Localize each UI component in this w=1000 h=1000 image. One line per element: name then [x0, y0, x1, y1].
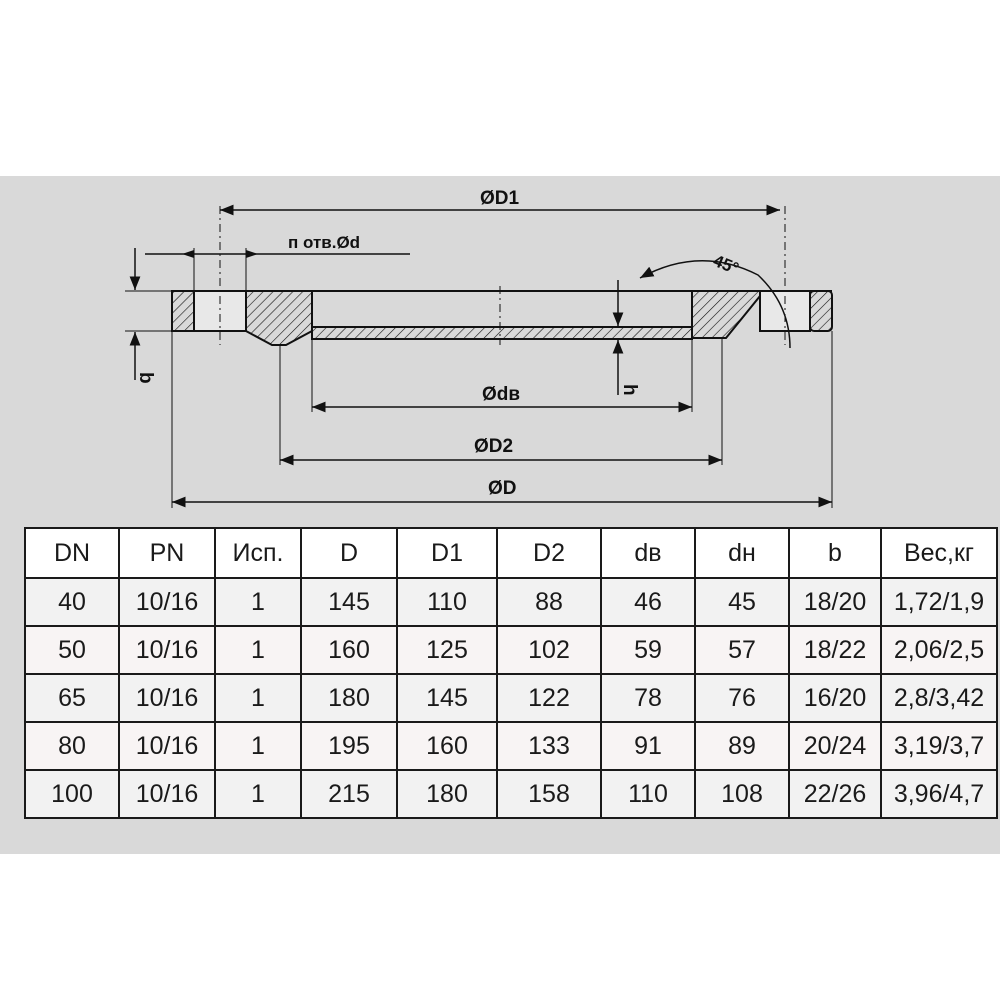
table-cell: 80	[25, 722, 119, 770]
header-d1: D1	[397, 528, 497, 578]
d-label: ØD	[488, 478, 517, 499]
table-cell: 65	[25, 674, 119, 722]
table-cell: 158	[497, 770, 601, 818]
table-cell: 22/26	[789, 770, 881, 818]
table-cell: 160	[301, 626, 397, 674]
header-pn: PN	[119, 528, 215, 578]
spec-table	[24, 527, 998, 819]
holes-label: п отв.Ød	[288, 233, 361, 252]
header-dv: dв	[601, 528, 695, 578]
table-row	[25, 770, 997, 818]
table-cell: 46	[601, 578, 695, 626]
table-cell: 78	[601, 674, 695, 722]
table-cell: 1	[215, 626, 301, 674]
table-cell: 1	[215, 770, 301, 818]
header-d: D	[301, 528, 397, 578]
table-cell: 180	[397, 770, 497, 818]
table-cell: 2,06/2,5	[881, 626, 997, 674]
table-cell: 89	[695, 722, 789, 770]
table-cell: 3,19/3,7	[881, 722, 997, 770]
table-row	[25, 674, 997, 722]
table-cell: 10/16	[119, 578, 215, 626]
table-cell: 215	[301, 770, 397, 818]
table-cell: 20/24	[789, 722, 881, 770]
table-cell: 180	[301, 674, 397, 722]
header-dn: DN	[25, 528, 119, 578]
table-row	[25, 578, 997, 626]
table-cell: 50	[25, 626, 119, 674]
table-cell: 100	[25, 770, 119, 818]
table-row	[25, 722, 997, 770]
header-dn-outer: dн	[695, 528, 789, 578]
table-cell: 2,8/3,42	[881, 674, 997, 722]
table-cell: 108	[695, 770, 789, 818]
header-d2: D2	[497, 528, 601, 578]
table-cell: 1	[215, 578, 301, 626]
b-label: b	[135, 372, 156, 384]
angle-label: 45°	[710, 251, 742, 279]
table-row	[25, 626, 997, 674]
table-cell: 45	[695, 578, 789, 626]
table-cell: 125	[397, 626, 497, 674]
dv-label: Ødв	[482, 384, 521, 405]
table-cell: 133	[497, 722, 601, 770]
table-cell: 40	[25, 578, 119, 626]
header-isp: Исп.	[215, 528, 301, 578]
table-cell: 3,96/4,7	[881, 770, 997, 818]
table-cell: 122	[497, 674, 601, 722]
table-cell: 16/20	[789, 674, 881, 722]
table-cell: 160	[397, 722, 497, 770]
table-cell: 57	[695, 626, 789, 674]
d2-label: ØD2	[474, 436, 514, 457]
table-cell: 59	[601, 626, 695, 674]
table-cell: 10/16	[119, 770, 215, 818]
table-cell: 102	[497, 626, 601, 674]
table-cell: 18/20	[789, 578, 881, 626]
table-cell: 145	[397, 674, 497, 722]
table-cell: 145	[301, 578, 397, 626]
table-cell: 110	[601, 770, 695, 818]
table-header-row	[25, 528, 997, 578]
table-cell: 10/16	[119, 722, 215, 770]
table-cell: 91	[601, 722, 695, 770]
table-cell: 88	[497, 578, 601, 626]
table-cell: 18/22	[789, 626, 881, 674]
table-cell: 1,72/1,9	[881, 578, 997, 626]
table-cell: 1	[215, 722, 301, 770]
flange-section	[172, 291, 832, 345]
header-b: b	[789, 528, 881, 578]
d1-label: ØD1	[480, 188, 520, 209]
header-weight: Вес,кг	[881, 528, 997, 578]
table-cell: 195	[301, 722, 397, 770]
h-label: h	[619, 384, 640, 396]
table-cell: 1	[215, 674, 301, 722]
table-cell: 76	[695, 674, 789, 722]
table-cell: 10/16	[119, 626, 215, 674]
table-cell: 10/16	[119, 674, 215, 722]
table-cell: 110	[397, 578, 497, 626]
